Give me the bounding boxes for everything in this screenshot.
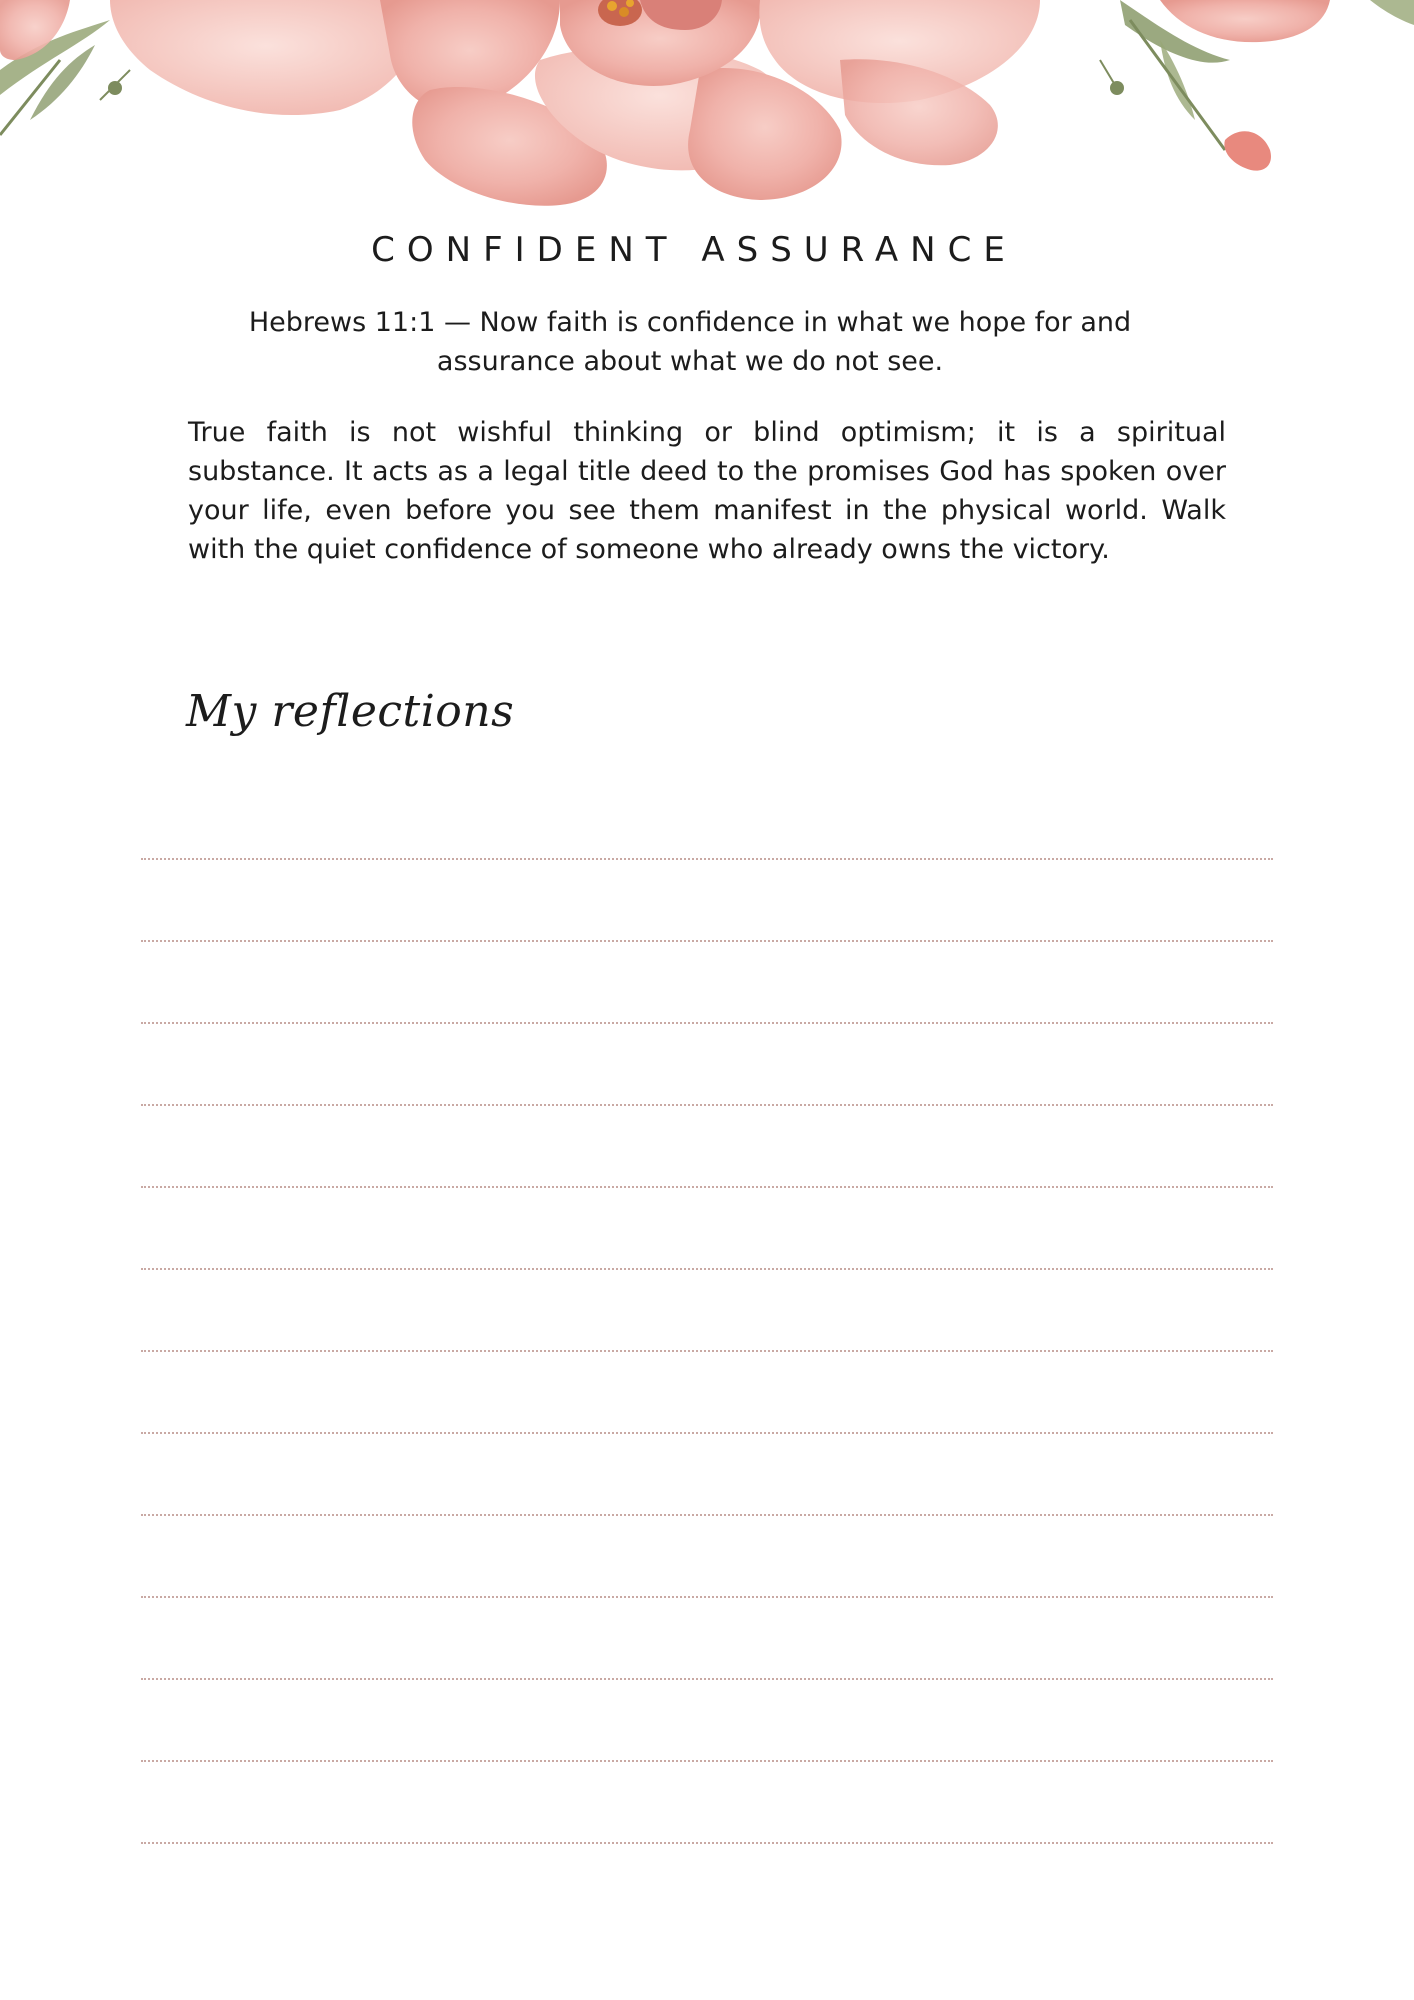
writing-line xyxy=(141,1678,1273,1680)
writing-line xyxy=(141,940,1273,942)
page-title: CONFIDENT ASSURANCE xyxy=(371,230,1017,270)
writing-line xyxy=(141,1268,1273,1270)
reflections-heading: My reflections xyxy=(186,686,515,737)
writing-line xyxy=(141,1842,1273,1844)
writing-line xyxy=(141,1596,1273,1598)
writing-line xyxy=(141,858,1273,860)
writing-line xyxy=(141,1514,1273,1516)
verse-line: assurance about what we do not see. xyxy=(436,346,944,377)
writing-line xyxy=(141,1350,1273,1352)
verse-line: Hebrews 11:1 — Now faith is confidence in what we hope for and xyxy=(248,307,1132,338)
writing-line xyxy=(141,1432,1273,1434)
writing-line xyxy=(141,1760,1273,1762)
writing-line xyxy=(141,1186,1273,1188)
devotional-paragraph: True faith is not wishful thinking or blind optimism; it is a spiritual substance. It acts as a legal title deed to the promises God has spoken over your life, even before you see them manifest in the physical world. Walk with the quiet confidence of someone who already owns the victory. xyxy=(188,417,1226,565)
writing-line xyxy=(141,1104,1273,1106)
writing-line xyxy=(141,1022,1273,1024)
writing-lines xyxy=(141,0,1273,2000)
